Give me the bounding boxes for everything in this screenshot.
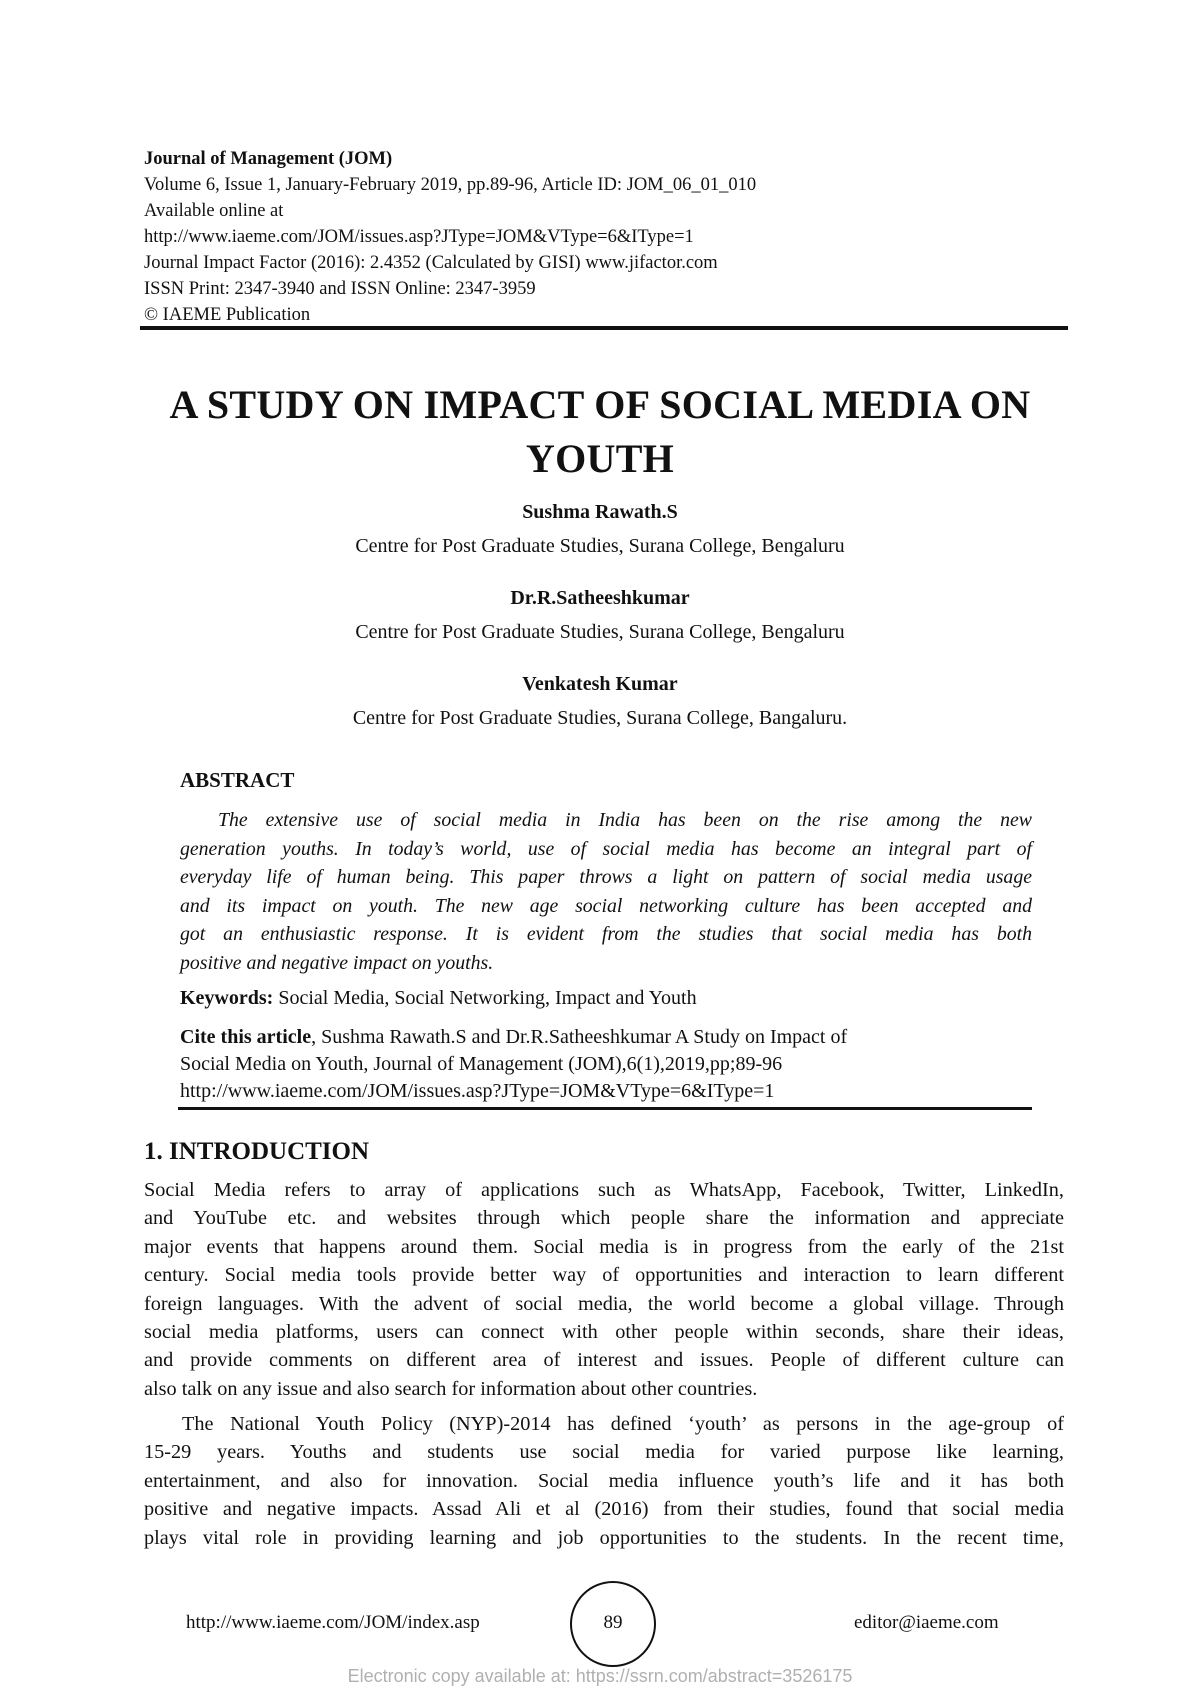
paragraph-line: century. Social media tools provide better way of opportunities and interaction to learn different: [144, 1264, 1064, 1287]
page-number: 89: [603, 1612, 623, 1633]
cite-url[interactable]: http://www.iaeme.com/JOM/issues.asp?JType=JOM&VType=6&IType=1: [180, 1080, 775, 1102]
publisher: © IAEME Publication: [144, 305, 311, 325]
title-line-1: A STUDY ON IMPACT OF SOCIAL MEDIA ON: [169, 382, 1031, 427]
author-affiliation: Centre for Post Graduate Studies, Surana College, Bangaluru.: [352, 707, 848, 729]
paragraph-line: major events that happens around them. Social media is in progress from the early of the 21st: [144, 1235, 1064, 1258]
author-name: Sushma Rawath.S: [522, 501, 678, 523]
footer-editor-email[interactable]: editor@iaeme.com: [854, 1612, 999, 1633]
author-block-2: [100, 584, 1100, 646]
footer-journal-url[interactable]: http://www.iaeme.com/JOM/index.asp: [186, 1612, 480, 1633]
paragraph-line: foreign languages. With the advent of social media, the world become a global village. Through: [144, 1292, 1064, 1315]
author-block-1: [100, 498, 1100, 560]
paper-title: [130, 378, 1070, 486]
section-heading-introduction: 1. INTRODUCTION: [144, 1138, 370, 1165]
author-name: Dr.R.Satheeshkumar: [510, 587, 690, 609]
ssrn-watermark: Electronic copy available at: https://ssrn.com/abstract=3526175: [347, 1666, 853, 1686]
abstract-line: The extensive use of social media in India has been on the rise among the new: [218, 809, 1032, 831]
paragraph-line: positive and negative impacts. Assad Ali et al (2016) from their studies, found that social media: [144, 1498, 1064, 1521]
cite-label: Cite this article: [180, 1026, 312, 1048]
journal-url[interactable]: http://www.iaeme.com/JOM/issues.asp?JType=JOM&VType=6&IType=1: [144, 227, 694, 247]
cite-line-2: Social Media on Youth, Journal of Management (JOM),6(1),2019,pp;89-96: [180, 1053, 783, 1075]
available-online: Available online at: [144, 201, 284, 221]
paragraph-line: also talk on any issue and also search for information about other countries.: [144, 1377, 758, 1400]
abstract-heading: ABSTRACT: [180, 768, 295, 792]
paragraph-line: The National Youth Policy (NYP)-2014 has defined ‘youth’ as persons in the age-group of: [182, 1413, 1064, 1435]
abstract-line: positive and negative impact on youths.: [180, 951, 494, 974]
paragraph-line: social media platforms, users can connect with other people within seconds, share their ideas,: [144, 1321, 1064, 1344]
abstract-line: and its impact on youth. The new age social networking culture has been accepted and: [180, 894, 1032, 917]
intro-paragraph-1: [144, 1176, 1064, 1403]
title-line-2: YOUTH: [525, 436, 675, 481]
keywords-label: Keywords:: [180, 987, 274, 1009]
abstract-text: [180, 806, 1032, 977]
author-block-3: [100, 670, 1100, 732]
author-name: Venkatesh Kumar: [522, 673, 678, 695]
paragraph-line: and provide comments on different area of interest and issues. People of different culture can: [144, 1349, 1064, 1372]
keywords: [180, 984, 697, 1012]
impact-factor: Journal Impact Factor (2016): 2.4352 (Calculated by GISI) www.jifactor.com: [144, 253, 718, 273]
keywords-text: Social Media, Social Networking, Impact and Youth: [273, 987, 697, 1009]
citation: [180, 1024, 1040, 1105]
abstract-line: got an enthusiastic response. It is evident from the studies that social media has both: [180, 923, 1032, 945]
paragraph-line: plays vital role in providing learning and job opportunities to the students. In the recent time,: [144, 1526, 1064, 1549]
paragraph-line: 15-29 years. Youths and students use social media for varied purpose like learning,: [144, 1441, 1064, 1464]
abstract-line: everyday life of human being. This paper throws a light on pattern of social media usage: [180, 866, 1032, 888]
cite-line-1: , Sushma Rawath.S and Dr.R.Satheeshkumar A Study on Impact of: [311, 1026, 848, 1048]
issn-info: ISSN Print: 2347-3940 and ISSN Online: 2347-3959: [144, 279, 536, 299]
intro-paragraph-2: [144, 1410, 1064, 1552]
journal-name: Journal of Management (JOM): [144, 149, 393, 169]
journal-header: [144, 146, 1074, 328]
paragraph-line: and YouTube etc. and websites through which people share the information and appreciate: [144, 1207, 1064, 1230]
paragraph-line: entertainment, and also for innovation. Social media influence youth’s life and it has both: [144, 1469, 1064, 1492]
paragraph-line: Social Media refers to array of applications such as WhatsApp, Facebook, Twitter, LinkedIn,: [144, 1179, 1064, 1201]
author-affiliation: Centre for Post Graduate Studies, Surana College, Bengaluru: [355, 621, 845, 643]
author-affiliation: Centre for Post Graduate Studies, Surana College, Bengaluru: [355, 535, 845, 557]
citation-divider: [178, 1107, 1032, 1110]
header-divider: [140, 326, 1068, 330]
abstract-line: generation youths. In today’s world, use of social media has become an integral part of: [180, 837, 1032, 860]
issue-info: Volume 6, Issue 1, January-February 2019, pp.89-96, Article ID: JOM_06_01_010: [144, 175, 757, 195]
